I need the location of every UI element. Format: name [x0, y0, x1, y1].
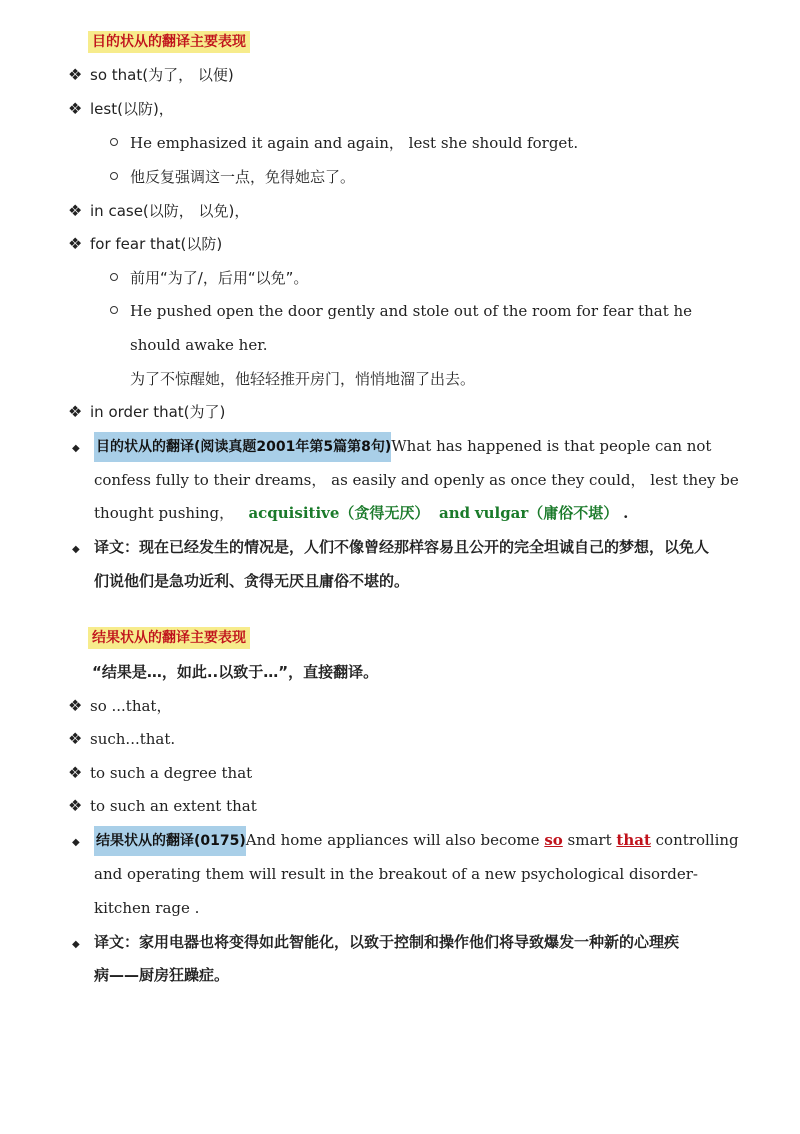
term-acquisitive: acquisitive（贪得无厌） — [248, 504, 430, 522]
list-item: ❖ lest(以防)， — [68, 99, 174, 118]
diamond-bullet-icon: ❖ — [68, 99, 83, 118]
sub-item-continuation: should awake her. — [130, 336, 268, 354]
bullet-icon: ◆ — [72, 837, 80, 848]
diamond-bullet-icon: ❖ — [68, 201, 83, 220]
purpose-heading: 目的状从的翻译主要表现 — [88, 30, 250, 53]
list-item: ❖ to such an extent that — [68, 796, 257, 815]
result-example-line: kitchen rage . — [94, 899, 200, 917]
purpose-translation: ◆ 译文：现在已经发生的情况是，人们不像曾经那样容易且公开的完全坦诚自己的梦想，以免人 — [72, 536, 709, 561]
list-item: ❖ such...that. — [68, 729, 176, 748]
sub-item: He emphasized it again and again， lest she should forget. — [110, 132, 578, 154]
list-item: ❖ to such a degree that — [68, 763, 253, 782]
result-heading: 结果状从的翻译主要表现 — [88, 626, 250, 649]
diamond-bullet-icon: ❖ — [68, 65, 83, 84]
term-vulgar: vulgar（庸俗不堪） — [474, 504, 619, 522]
keyword-that: that — [616, 831, 651, 849]
result-translation-line: 病——厨房狂躁症。 — [94, 966, 230, 984]
sub-item-translation: 为了不惊醒她，他轻轻推开房门，悄悄地溜了出去。 — [130, 370, 476, 388]
diamond-bullet-icon: ❖ — [68, 234, 83, 253]
example-label: 结果状从的翻译(0175) — [94, 826, 246, 856]
sub-item: 前用“为了/，后用“以免”。 — [110, 267, 308, 289]
bullet-icon: ◆ — [72, 443, 80, 454]
circle-bullet-icon — [110, 306, 118, 314]
example-label: 目的状从的翻译(阅读真题2001年第5篇第8句) — [94, 432, 391, 462]
result-translation: ◆ 译文：家用电器也将变得如此智能化，以致于控制和操作他们将导致爆发一种新的心理疾 — [72, 931, 679, 956]
diamond-bullet-icon: ❖ — [68, 696, 83, 715]
bullet-icon: ◆ — [72, 939, 80, 950]
list-item: ❖ for fear that(以防) — [68, 234, 223, 253]
circle-bullet-icon — [110, 138, 118, 146]
purpose-example-line: thought pushing， acquisitive（贪得无厌） and vulgar（庸俗不堪） . — [94, 504, 629, 522]
diamond-bullet-icon: ❖ — [68, 763, 83, 782]
sub-item: 他反复强调这一点，免得她忘了。 — [110, 166, 355, 188]
bullet-icon: ◆ — [72, 544, 80, 555]
circle-bullet-icon — [110, 273, 118, 281]
circle-bullet-icon — [110, 172, 118, 180]
result-example: ◆ 结果状从的翻译(0175)And home appliances will also become so smart that controlling — [72, 829, 739, 854]
list-item: ❖ so that(为了， 以便) — [68, 65, 234, 84]
list-item: ❖ so ...that， — [68, 696, 172, 715]
purpose-example: ◆ 目的状从的翻译(阅读真题2001年第5篇第8句)What has happened is that people can not — [72, 435, 711, 460]
result-example-line: and operating them will result in the breakout of a new psychological disorder- — [94, 865, 698, 883]
sub-item: He pushed open the door gently and stole out of the room for fear that he — [110, 300, 692, 322]
purpose-example-line: confess fully to their dreams， as easily and openly as once they could， lest they be — [94, 471, 739, 489]
list-item: ❖ in case(以防， 以免)， — [68, 201, 250, 220]
purpose-translation-line: 们说他们是急功近利、贪得无厌且庸俗不堪的。 — [94, 572, 410, 590]
keyword-so: so — [544, 831, 563, 849]
diamond-bullet-icon: ❖ — [68, 796, 83, 815]
diamond-bullet-icon: ❖ — [68, 729, 83, 748]
list-item: ❖ in order that(为了) — [68, 402, 226, 421]
diamond-bullet-icon: ❖ — [68, 402, 83, 421]
result-intro: “结果是…，如此..以致于…”，直接翻译。 — [92, 663, 379, 681]
